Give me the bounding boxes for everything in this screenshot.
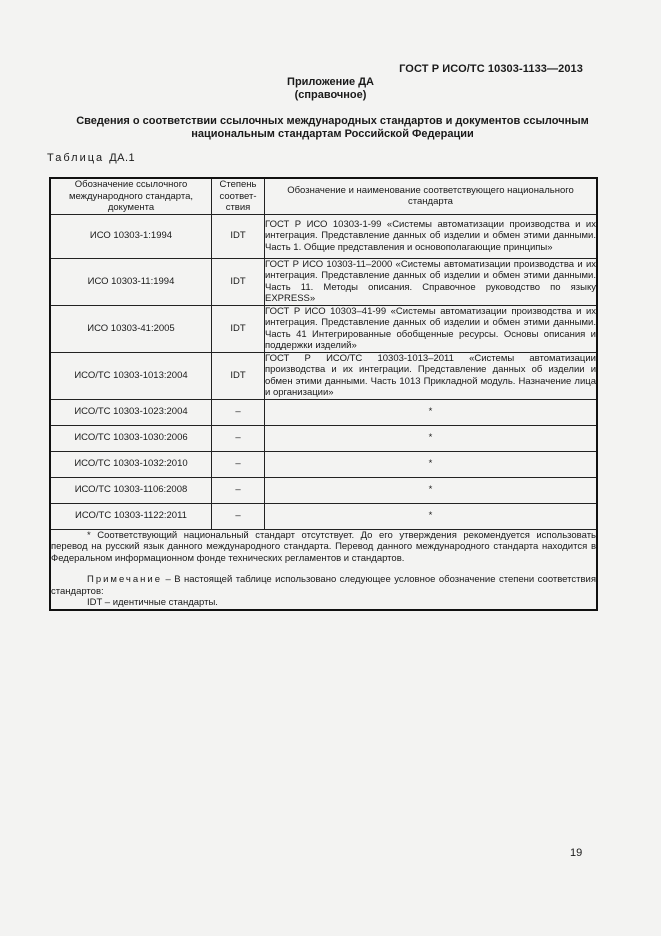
- national-standard-cell: ГОСТ Р ИСО 10303-11–2000 «Системы автоматизации производства и их интеграция. Представление данных об изделии и обмен этими данными. Часть 11. Методы описания. Справочное руководство по языку EXPRESS»: [265, 258, 596, 304]
- degree-cell: IDT: [212, 258, 265, 305]
- reference-cell: ИСО/ТС 10303-1030:2006: [50, 425, 212, 451]
- column-header-national: Обозначение и наименование соответствующего национального стандарта: [265, 178, 598, 214]
- national-standard-cell: *: [265, 451, 598, 477]
- reference-cell: ИСО/ТС 10303-1013:2004: [50, 352, 212, 399]
- reference-cell: ИСО/ТС 10303-1023:2004: [50, 399, 212, 425]
- table-row: [50, 503, 597, 529]
- table-row: [50, 214, 597, 258]
- annex-title: Приложение ДА: [287, 76, 374, 88]
- degree-cell: –: [212, 451, 265, 477]
- national-standard-cell: ГОСТ Р ИСО 10303–41-99 «Системы автоматизации производства и их интеграция. Представление данных об изделии и обмен этими данными. Часть 41 Интегрированные обобщенные ресурсы. Основы описания и поддержки изделий»: [265, 305, 596, 351]
- footnote-text: * Соответствующий национальный стандарт отсутствует. До его утверждения рекомендуется использовать перевод на русский язык данного международного стандарта. Перевод данного международного стандарта находится в Федеральном информационном фонде технических регламентов и стандартов.: [51, 529, 596, 564]
- table-caption-number: ДА.1: [109, 152, 136, 164]
- table-row: [50, 477, 597, 503]
- table-row: [50, 451, 597, 477]
- national-standard-cell: *: [265, 399, 598, 425]
- column-header-degree: Степень соответ-ствия: [212, 178, 265, 214]
- annex-subtitle: (справочное): [294, 89, 367, 101]
- national-standard-cell: *: [265, 425, 598, 451]
- table-notes: [50, 529, 597, 610]
- degree-cell: IDT: [212, 305, 265, 352]
- degree-cell: IDT: [212, 352, 265, 399]
- document-code: ГОСТ Р ИСО/ТС 10303-1133—2013: [399, 63, 583, 75]
- table-note: [51, 574, 596, 597]
- table-caption: [47, 152, 135, 164]
- degree-cell: –: [212, 477, 265, 503]
- note-label: Примечание: [87, 574, 162, 585]
- note-idt: [51, 597, 596, 609]
- note-idt-text: IDT – идентичные стандарты.: [87, 597, 218, 608]
- column-header-reference: Обозначение ссылочного международного стандарта, документа: [50, 178, 212, 214]
- national-standard-cell: *: [265, 477, 598, 503]
- table-row: [50, 425, 597, 451]
- note-text: – В настоящей таблице использовано следующее условное обозначение степени соответствия стандартов:: [51, 574, 596, 597]
- reference-cell: ИСО/ТС 10303-1106:2008: [50, 477, 212, 503]
- national-standard-cell: ГОСТ Р ИСО 10303-1-99 «Системы автоматизации производства и их интеграция. Представление данных об изделии и обмен этими данными. Часть 1. Общие представления и основополагающие принципы»: [265, 214, 598, 258]
- table-caption-label: Таблица: [47, 152, 105, 164]
- reference-cell: ИСО 10303-1:1994: [50, 214, 212, 258]
- reference-cell: ИСО 10303-11:1994: [50, 258, 212, 305]
- reference-cell: ИСО/ТС 10303-1032:2010: [50, 451, 212, 477]
- degree-cell: –: [212, 503, 265, 529]
- degree-cell: –: [212, 399, 265, 425]
- table-notes-row: [50, 529, 597, 610]
- section-heading: Сведения о соответствии ссылочных международных стандартов и документов ссылочным национальным стандартам Российской Федерации: [76, 115, 589, 140]
- table-row: [50, 399, 597, 425]
- page-number: 19: [570, 847, 583, 859]
- footnote: [51, 530, 596, 565]
- national-standard-cell: ГОСТ Р ИСО/ТС 10303-1013–2011 «Системы автоматизации производства и их интеграции. Представление данных об изделии и обмен этими данными. Часть 1013 Прикладной модуль. Назначение лица и организации»: [265, 352, 596, 398]
- degree-cell: –: [212, 425, 265, 451]
- degree-cell: IDT: [212, 214, 265, 258]
- national-standard-cell: *: [265, 503, 598, 529]
- reference-cell: ИСО/ТС 10303-1122:2011: [50, 503, 212, 529]
- correspondence-table: [49, 177, 598, 611]
- table-row: [50, 305, 597, 352]
- table-header-row: [50, 178, 597, 214]
- table-row: [50, 258, 597, 305]
- reference-cell: ИСО 10303-41:2005: [50, 305, 212, 352]
- table-row: [50, 352, 597, 399]
